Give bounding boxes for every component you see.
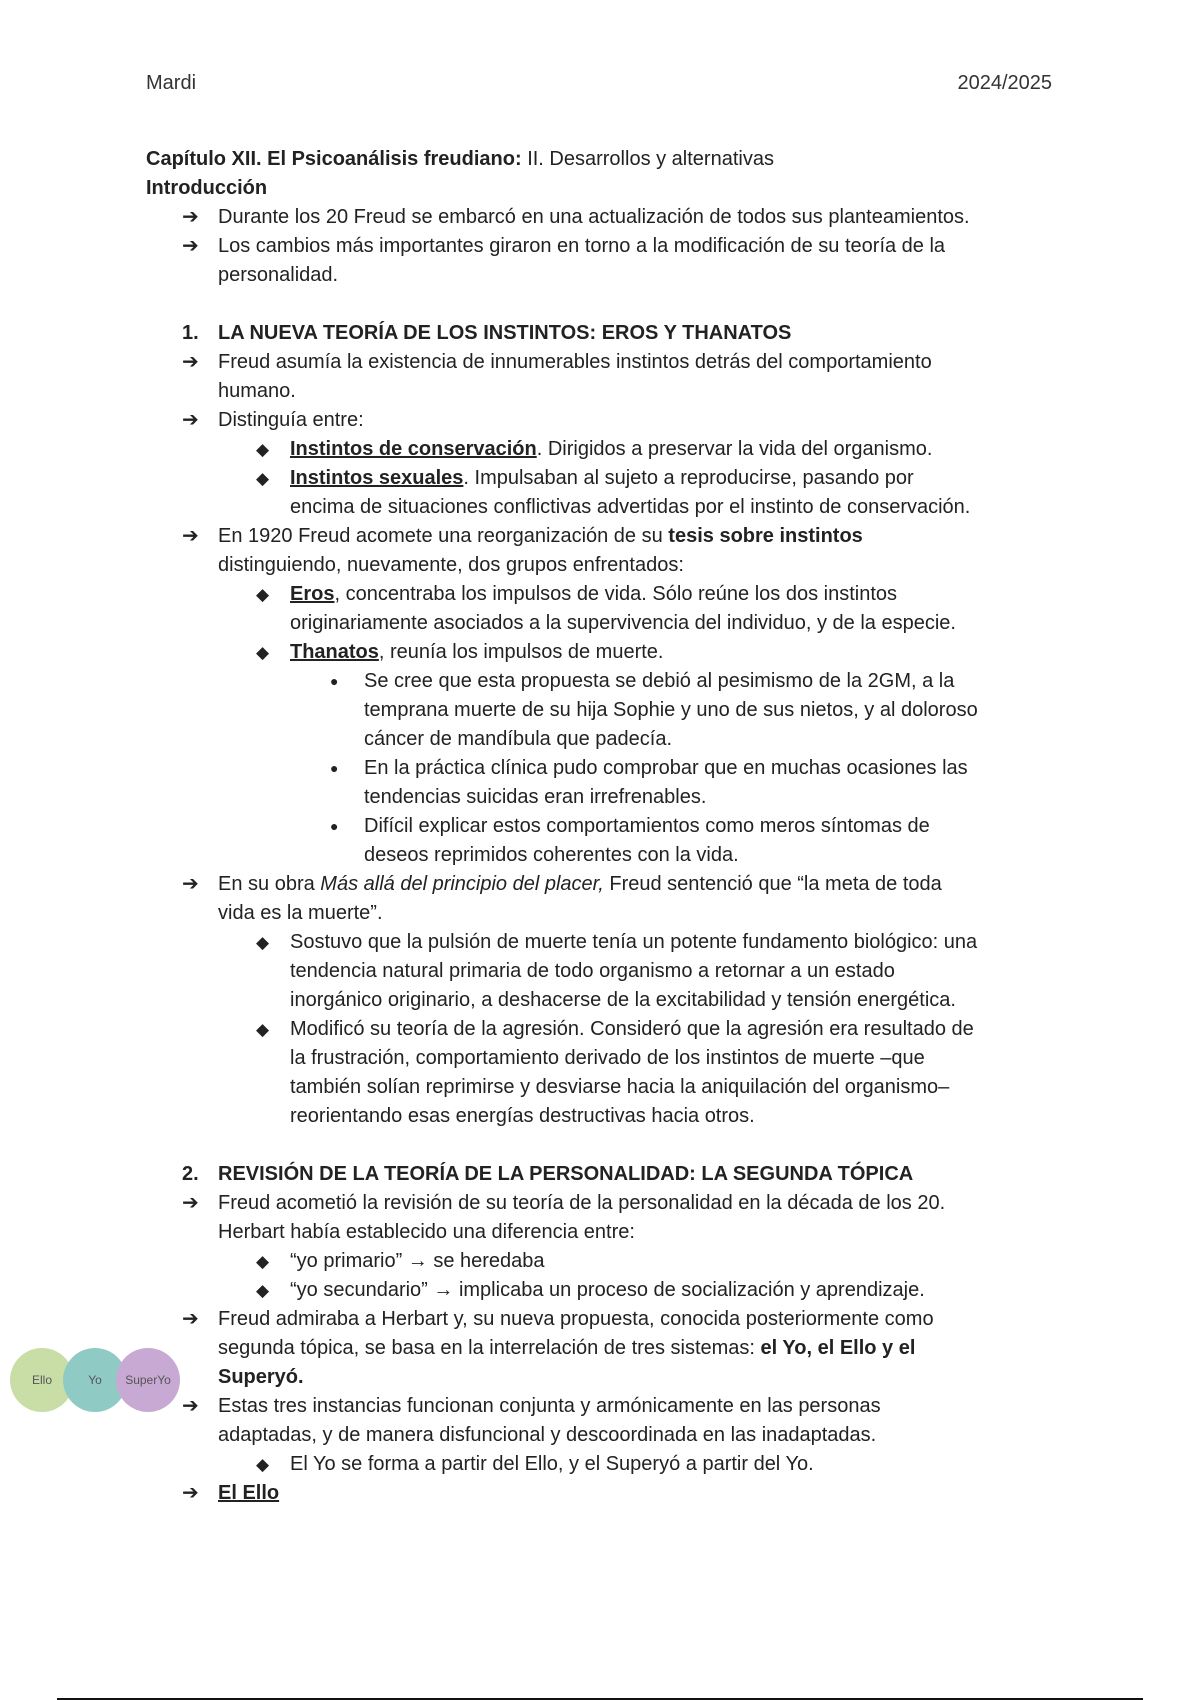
diamond-icon: ◆: [256, 585, 270, 604]
arrow-icon: ➔: [182, 409, 199, 431]
diamond-icon: ◆: [256, 1281, 270, 1300]
list-item: ➔ Los cambios más importantes giraron en torno a la modificación de su teoría de la personalidad.: [146, 232, 1066, 290]
superyo-circle: Super Yo: [116, 1348, 180, 1412]
bullet-icon: ●: [330, 760, 339, 776]
diamond-icon: ◆: [256, 440, 270, 459]
list-item: ◆ Instintos sexuales. Impulsaban al sujeto a reproducirse, pasando por encima de situaciones conflictivas advertidas por el instinto de conservación.: [146, 464, 1066, 522]
chapter-title: Capítulo XII. El Psicoanálisis freudiano: II. Desarrollos y alternativas: [146, 148, 774, 170]
header-day: Mardi: [146, 72, 197, 94]
list-item: ➔ El Ello: [146, 1479, 1066, 1508]
list-item: ● Difícil explicar estos comportamientos como meros síntomas de deseos reprimidos coherentes con la vida.: [146, 812, 1066, 870]
bullet-icon: ●: [330, 818, 339, 834]
arrow-icon: ➔: [182, 206, 199, 228]
list-item: ◆ Sostuvo que la pulsión de muerte tenía un potente fundamento biológico: una tendencia natural primaria de todo organismo a retornar a un estado inorgánico originario, a deshacerse de la excitabilidad y tensión energética.: [146, 928, 1066, 1015]
diamond-icon: ◆: [256, 643, 270, 662]
yo-circle: Yo: [63, 1348, 127, 1412]
list-item: ➔ Freud asumía la existencia de innumerables instintos detrás del comportamiento humano.: [146, 348, 1066, 406]
arrow-icon: ➔: [182, 1395, 199, 1417]
list-item: ➔ Estas tres instancias funcionan conjunta y armónicamente en las personas adaptadas, y de manera disfuncional y descoordinada en las inadaptadas.: [146, 1392, 1066, 1450]
list-item: ● Se cree que esta propuesta se debió al pesimismo de la 2GM, a la temprana muerte de su hija Sophie y uno de sus nietos, y al doloroso cáncer de mandíbula que padecía.: [146, 667, 1066, 754]
arrow-icon: ➔: [182, 235, 199, 257]
diamond-icon: ◆: [256, 1020, 270, 1039]
list-item: ➔ Freud admiraba a Herbart y, su nueva propuesta, conocida posteriormente como segunda tópica, se basa en la interrelación de tres sistemas: el Yo, el Ello y el Superyó.: [146, 1305, 1066, 1392]
ello-circle: Ello: [10, 1348, 74, 1412]
arrow-icon: ➔: [182, 351, 199, 373]
document-body: [146, 145, 1066, 1508]
arrow-icon: ➔: [182, 873, 199, 895]
arrow-icon: ➔: [182, 1482, 199, 1504]
list-item: ● En la práctica clínica pudo comprobar que en muchas ocasiones las tendencias suicidas eran irrefrenables.: [146, 754, 1066, 812]
arrow-icon: ➔: [182, 525, 199, 547]
section-heading: 2. REVISIÓN DE LA TEORÍA DE LA PERSONALIDAD: LA SEGUNDA TÓPICA: [182, 1163, 914, 1185]
list-item: ◆ Thanatos, reunía los impulsos de muerte.: [146, 638, 1066, 667]
list-item: ◆ Eros, concentraba los impulsos de vida. Sólo reúne los dos instintos originariamente asociados a la supervivencia del individuo, y de la especie.: [146, 580, 1066, 638]
list-item: ➔ Freud acometió la revisión de su teoría de la personalidad en la década de los 20. Herbart había establecido una diferencia entre:: [146, 1189, 1066, 1247]
list-item: ◆ “yo primario” → se heredaba: [146, 1247, 1066, 1276]
list-item: ➔ Distinguía entre:: [146, 406, 1066, 435]
list-item: ➔ En 1920 Freud acomete una reorganización de su tesis sobre instintos distinguiendo, nuevamente, dos grupos enfrentados:: [146, 522, 1066, 580]
diamond-icon: ◆: [256, 469, 270, 488]
diamond-icon: ◆: [256, 1455, 270, 1474]
ello-yo-superyo-diagram: [10, 1348, 180, 1418]
list-item: ◆ “yo secundario” → implicaba un proceso de socialización y aprendizaje.: [146, 1276, 1066, 1305]
list-item: ◆ Instintos de conservación. Dirigidos a preservar la vida del organismo.: [146, 435, 1066, 464]
arrow-icon: ➔: [182, 1308, 199, 1330]
arrow-icon: ➔: [182, 1192, 199, 1214]
header-year: 2024/2025: [957, 72, 1052, 94]
list-item: ➔ En su obra Más allá del principio del placer, Freud sentenció que “la meta de toda vida es la muerte”.: [146, 870, 1066, 928]
list-item: ➔ Durante los 20 Freud se embarcó en una actualización de todos sus planteamientos.: [146, 203, 1066, 232]
list-item: ◆ Modificó su teoría de la agresión. Consideró que la agresión era resultado de la frustración, comportamiento derivado de los instintos de muerte –que también solían reprimirse y desviarse hacia la aniquilación del organismo– reorientando esas energías destructivas hacia otros.: [146, 1015, 1066, 1131]
diamond-icon: ◆: [256, 933, 270, 952]
section-heading: 1. LA NUEVA TEORÍA DE LOS INSTINTOS: EROS Y THANATOS: [182, 322, 792, 344]
intro-heading: Introducción: [146, 177, 268, 199]
bullet-icon: ●: [330, 673, 339, 689]
diamond-icon: ◆: [256, 1252, 270, 1271]
list-item: ◆ El Yo se forma a partir del Ello, y el Superyó a partir del Yo.: [146, 1450, 1066, 1479]
